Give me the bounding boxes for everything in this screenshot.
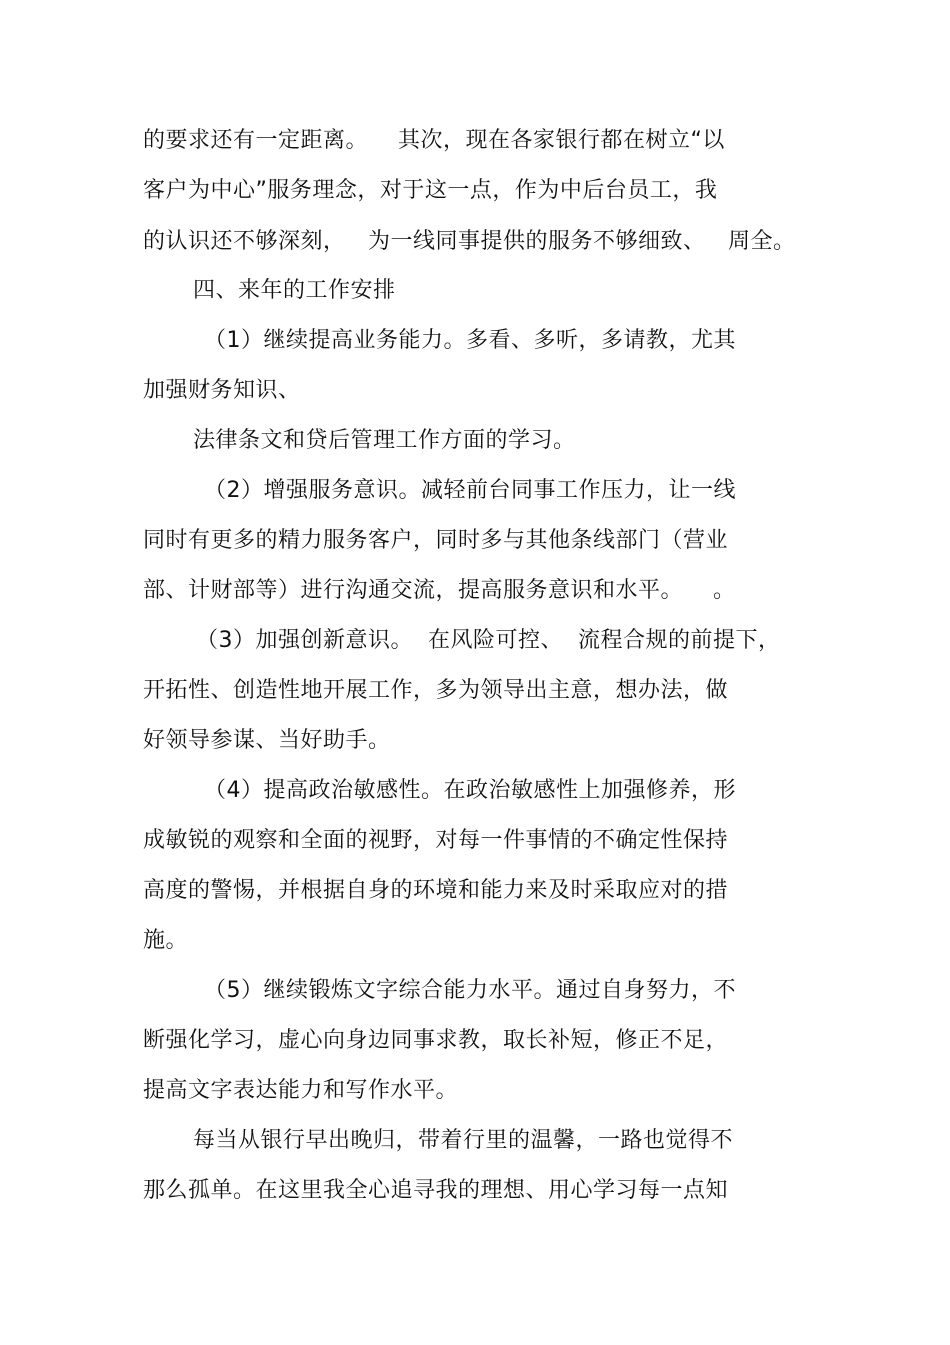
text-line: （4）提高政治敏感性。在政治敏感性上加强修养，形 bbox=[204, 778, 736, 803]
text-line: （2）增强服务意识。减轻前台同事工作压力，让一线 bbox=[204, 478, 736, 503]
text-line: （3）加强创新意识。 在风险可控、 流程合规的前提下， bbox=[196, 628, 781, 653]
text-line: 断强化学习，虚心向身边同事求教，取长补短，修正不足， bbox=[143, 1028, 729, 1053]
text-line: 每当从银行早出晚归，带着行里的温馨，一路也觉得不 bbox=[193, 1128, 734, 1153]
text-line: 开拓性、创造性地开展工作，多为领导出主意，想办法，做 bbox=[143, 678, 729, 703]
text-line: 的认识还不够深刻， 为一线同事提供的服务不够细致、 周全。 bbox=[143, 229, 796, 254]
text-line: 好领导参谋、当好助手。 bbox=[143, 728, 391, 753]
text-line: 客户为中心”服务理念，对于这一点，作为中后台员工，我 bbox=[143, 178, 718, 203]
text-line: （1）继续提高业务能力。多看、多听，多请教，尤其 bbox=[204, 328, 736, 353]
text-line: 施。 bbox=[143, 928, 189, 953]
text-line: （5）继续锻炼文字综合能力水平。通过自身努力，不 bbox=[204, 978, 736, 1003]
text-line: 高度的警惕，并根据自身的环境和能力来及时采取应对的措 bbox=[143, 878, 729, 903]
section-heading: 四、来年的工作安排 bbox=[193, 278, 396, 303]
text-line: 提高文字表达能力和写作水平。 bbox=[143, 1078, 459, 1103]
text-line: 那么孤单。在这里我全心追寻我的理想、用心学习每一点知 bbox=[143, 1178, 729, 1203]
text-line: 加强财务知识、 bbox=[143, 378, 301, 403]
text-line: 的要求还有一定距离。 其次，现在各家银行都在树立“以 bbox=[143, 128, 725, 153]
text-line: 成敏锐的观察和全面的视野，对每一件事情的不确定性保持 bbox=[143, 828, 729, 853]
text-line: 法律条文和贷后管理工作方面的学习。 bbox=[193, 428, 576, 453]
text-line: 同时有更多的精力服务客户，同时多与其他条线部门（营业 bbox=[143, 528, 729, 553]
text-line: 部、计财部等）进行沟通交流，提高服务意识和水平。 。 bbox=[143, 578, 736, 603]
